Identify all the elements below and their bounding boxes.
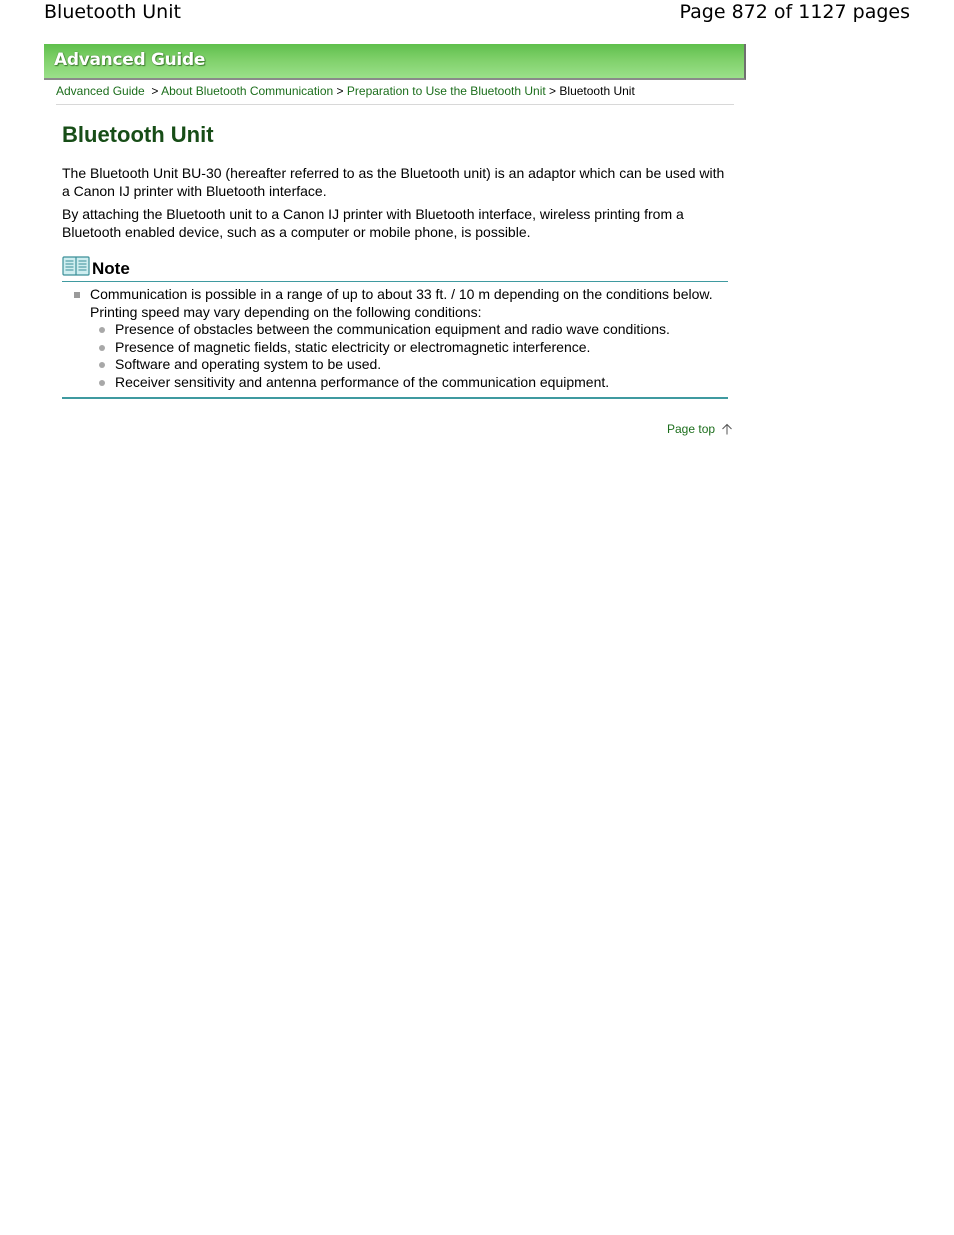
list-item-text: Software and operating system to be used.	[115, 356, 382, 372]
list-item	[90, 321, 728, 339]
breadcrumb-separator: >	[549, 84, 557, 98]
note-header	[62, 257, 728, 282]
list-item-text: Presence of magnetic fields, static electricity or electromagnetic interference.	[115, 338, 591, 355]
up-arrow-icon	[721, 423, 733, 435]
note-body	[62, 282, 728, 399]
page-top-label: Page top	[667, 422, 716, 436]
square-bullet-icon	[74, 292, 80, 298]
intro-paragraph: The Bluetooth Unit BU-30 (hereafter referred to as the Bluetooth unit) is an adaptor which can be used with a Canon IJ printer with Bluetooth interface.	[62, 165, 725, 199]
list-item	[90, 356, 728, 374]
breadcrumb-link-preparation[interactable]: Preparation to Use the Bluetooth Unit	[346, 84, 546, 98]
list-item-text: Presence of obstacles between the communication equipment and radio wave conditions.	[115, 321, 670, 337]
breadcrumb-separator: >	[336, 84, 344, 98]
round-bullet-icon	[99, 380, 105, 386]
page-counter: Page 872 of 1127 pages	[679, 1, 910, 23]
breadcrumb-link-about-bluetooth[interactable]: About Bluetooth Communication	[161, 84, 334, 98]
note-item	[62, 286, 728, 391]
page-top-link[interactable]	[667, 421, 733, 437]
open-book-icon	[62, 255, 90, 277]
note-item-text: Communication is possible in a range of up to about 33 ft. / 10 m depending on the conditions below. Printing speed may vary depending on the following conditions:	[90, 286, 713, 320]
round-bullet-icon	[99, 345, 105, 351]
round-bullet-icon	[99, 362, 105, 368]
breadcrumb	[56, 83, 734, 105]
banner-text: Advanced Guide	[54, 50, 206, 70]
round-bullet-icon	[99, 327, 105, 333]
main-content	[62, 120, 728, 399]
page-title: Bluetooth Unit	[62, 122, 214, 147]
list-item	[90, 339, 728, 357]
conditions-list	[90, 321, 728, 391]
note-label: Note	[92, 259, 130, 278]
breadcrumb-current: Bluetooth Unit	[559, 84, 635, 98]
breadcrumb-separator: >	[151, 84, 159, 98]
list-item	[90, 374, 728, 392]
document-title: Bluetooth Unit	[44, 1, 181, 23]
advanced-guide-banner	[44, 44, 746, 80]
attach-paragraph: By attaching the Bluetooth unit to a Canon IJ printer with Bluetooth interface, wireless printing from a Bluetooth enabled device, such as a computer or mobile phone, is possible.	[62, 206, 684, 240]
list-item-text: Receiver sensitivity and antenna performance of the communication equipment.	[115, 373, 610, 390]
breadcrumb-link-advanced-guide[interactable]: Advanced Guide	[56, 84, 145, 98]
